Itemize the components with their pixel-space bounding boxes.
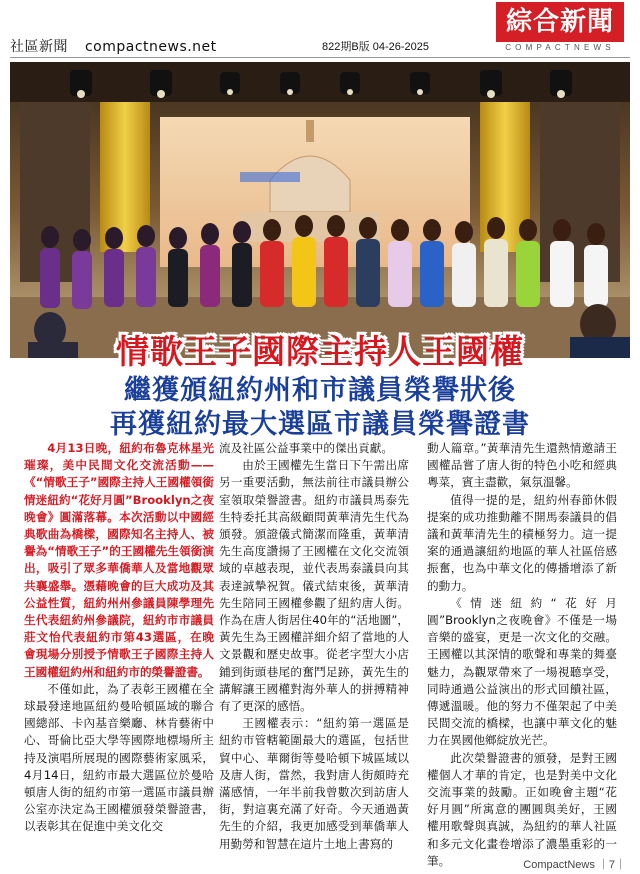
section-logo: [496, 2, 624, 54]
footer-page-number: CompactNews ｜7｜: [523, 859, 626, 871]
logo-title: 綜合新聞: [496, 2, 624, 42]
article-column-1: [24, 440, 214, 836]
lead-paragraph: 4月13日晚，紐約布魯克林星光璀璨，美中民間文化交流活動——《“情歌王子”國際主持人王國權領銜情迷紐約“花好月圓”Brooklyn之夜晚會》圓滿落幕。本次活動以中國經典歌曲為橋樑，國際知名主持人、被譽為“情歌王子”的王國權先生領銜演出，吸引了眾多華僑華人及當地觀眾共襄盛舉。憑藉晚會的巨大成功及其公益性質，紐約州州參議員陳學理先生代表紐約州參議院，紐約市市議員莊文怡代表紐約市第43選區，在晚會現場分別授予情歌王子國際主持人王國權紐約州和紐約市的榮譽證書。: [24, 441, 214, 679]
article-column-3: [427, 440, 617, 870]
article-column-2: [219, 440, 409, 853]
article-paragraph: 值得一提的是，紐約州春節休假提案的成功推動離不開馬泰議員的倡議和黃華清先生的積極努力。這一提案的通過讓紐約地區的華人社區倍感振奮，也為中華文化的傳播增添了新的動力。: [427, 492, 617, 593]
header-left: [10, 36, 229, 56]
stage-photo-illustration: [10, 62, 630, 358]
site-url: compactnews.net: [84, 39, 217, 55]
article-paragraph: 動人篇章。”黃華清先生還熱情邀請王國權品嘗了唐人街的特色小吃和經典粵菜，賓主盡歡，氣氛溫馨。: [427, 441, 617, 490]
headline-main: 情歌王子國際主持人王國權: [116, 332, 524, 371]
article-paragraph: 《情迷紐約“花好月圓”Brooklyn之夜晚會》不僅是一場音樂的盛宴，更是一次文化的交融。王國權以其深情的歌聲和專業的舞臺魅力，為觀眾帶來了一場視聽享受，同時通過公益演出的形式回饋社區，傳遞溫暖。他的努力不僅架起了中美民間交流的橋樑，也讓中華文化的魅力在異國他鄉綻放光芒。: [427, 595, 617, 748]
page-footer: [0, 852, 640, 874]
page-header: [0, 0, 640, 62]
article-paragraph: 流及社區公益事業中的傑出貢獻。: [219, 441, 393, 455]
issue-info: 822期B版 04-26-2025: [322, 41, 430, 53]
logo-subtitle: COMPACTNEWS: [505, 43, 615, 52]
headline-sub-1: 繼獲頒紐約州和市議員榮譽狀後: [124, 375, 516, 406]
article-paragraph: 此次榮譽證書的頒發，是對王國權個人才華的肯定，也是對美中文化交流事業的鼓勵。正如晚會主題“花好月圓”所寓意的團圓與美好，王國權用歌聲與真誠，為紐約的華人社區和多元文化畫卷增添了濃墨重彩的一筆。: [427, 750, 617, 868]
article-paragraph: 由於王國權先生當日下午需出席另一重要活動，無法前往市議員辦公室領取榮譽證書。紐約市議員馬泰先生特委托其高級顧問黃華清先生代為頒發。頒證儀式簡潔而隆重，黃華清先生高度讚揚了王國權在文化交流領域的卓越表現，並代表馬泰議員向其表達誠摯祝賀。儀式結束後，黃華清先生陪同王國權參觀了紐約唐人街。作為在唐人街居住40年的“活地圖”，黃先生為王國權詳細介紹了當地的人文景觀和歷史故事。從老字型大小店鋪到街頭巷尾的奮鬥足跡，黃先生的講解讓王國權對海外華人的拼搏精神有了更深的感悟。: [219, 458, 409, 714]
event-photo: [10, 62, 630, 358]
section-name: 社區新聞: [10, 39, 68, 55]
article-paragraph: 不僅如此，為了表彰王國權在全球最發達地區紐約曼哈頓區域的聯合國總部、卡內基音樂廳、林肯藝術中心、哥倫比亞大學等國際地標場所主持及演唱所展現的國際藝術家風采，4月14日，紐約市最大選區位於曼哈頓唐人街的紐約市第一選區市議員辦公室亦決定為王國權頒發榮譽證書，以表彰其在促進中美文化交: [24, 681, 214, 834]
article-paragraph: 王國權表示：“紐約第一選區是紐約市管轄範圍最大的選區，包括世貿中心、華爾街等曼哈頓下城區域以及唐人街，當然，我對唐人街頗時充滿感情，一年半前我曾數次到訪唐人街，對這裏充滿了好奇。今天通過黃先生的介紹，我更加感受到華僑華人用勤勞和智慧在這片土地上書寫的: [219, 716, 409, 851]
headline-sub-2: 再獲紐約最大選區市議員榮譽證書: [110, 409, 530, 440]
header-divider: [10, 57, 630, 58]
